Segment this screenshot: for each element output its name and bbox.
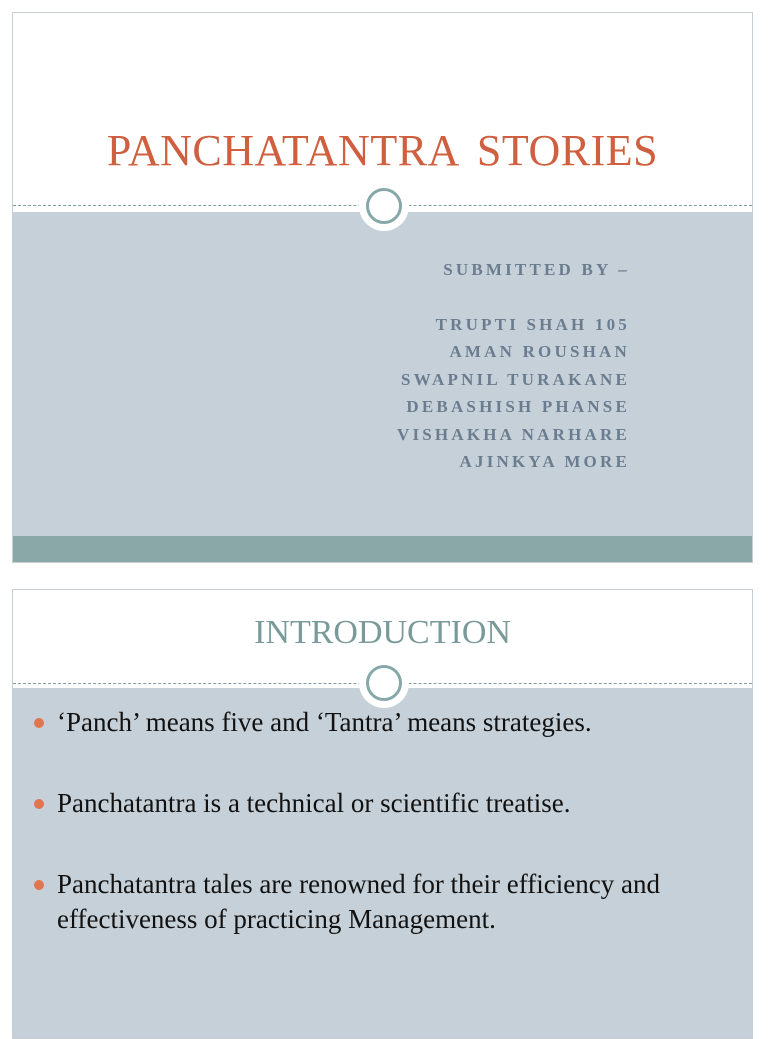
member-name: AMAN ROUSHAN: [449, 342, 630, 361]
submitted-by-label: SUBMITTED BY –: [443, 260, 630, 279]
submitted-by-block: [397, 256, 630, 476]
bullet-text: Panchatantra is a technical or scientific treatise.: [57, 788, 571, 818]
slide-title: INTRODUCTION: [254, 614, 511, 651]
member-name: VISHAKHA NARHARE: [396, 424, 630, 444]
list-item: [29, 705, 729, 740]
bullet-text: ‘Panch’ means five and ‘Tantra’ means strategies.: [57, 707, 592, 737]
member-name: AJINKYA MORE: [459, 452, 630, 471]
bullet-list: [29, 705, 729, 983]
slide-title: PANCHATANTRA STORIES: [106, 126, 659, 175]
spacer: [397, 284, 630, 311]
list-item: [29, 786, 729, 821]
member-name: SWAPNIL TURAKANE: [401, 369, 630, 389]
ring-ornament-icon: [359, 181, 409, 231]
bullet-dot-icon: [34, 880, 44, 890]
introduction-slide: [12, 589, 753, 1039]
bullet-dot-icon: [34, 718, 44, 728]
bullet-dot-icon: [34, 799, 44, 809]
member-name: TRUPTI SHAH 105: [435, 314, 630, 334]
footer-band: [13, 536, 752, 562]
title-slide: [12, 12, 753, 563]
ring-ornament-icon: [359, 658, 409, 708]
bullet-text: Panchatantra tales are renowned for their efficiency and effectiveness of practicing Management.: [57, 869, 660, 934]
member-name: DEBASHISH PHANSE: [406, 397, 630, 416]
list-item: [29, 867, 729, 937]
